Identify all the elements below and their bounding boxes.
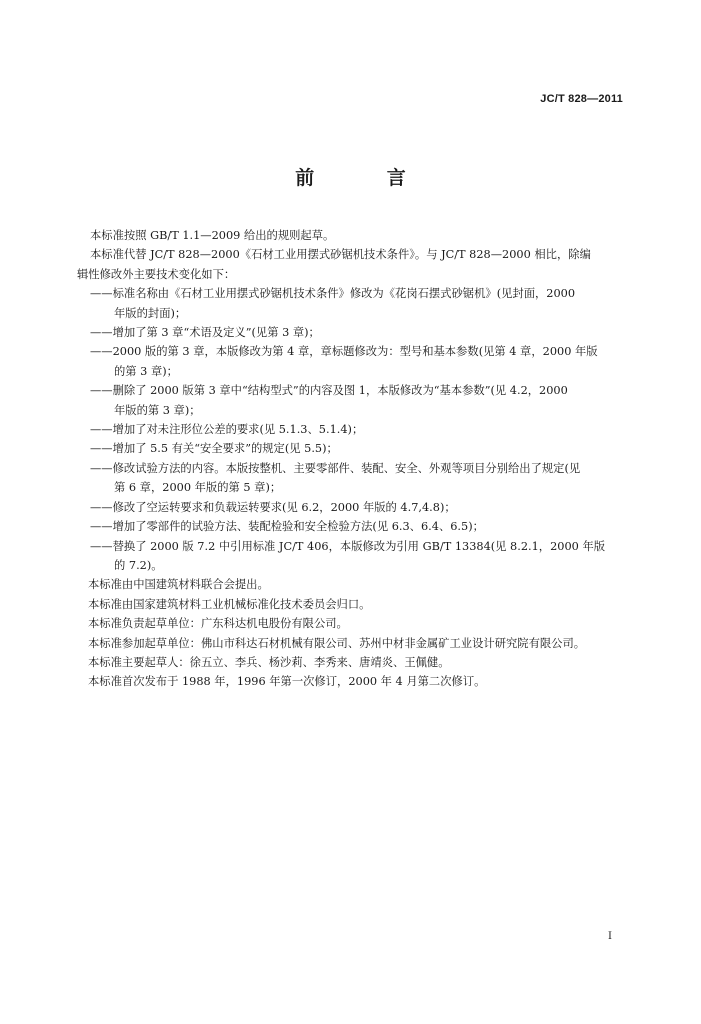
change-item	[88, 459, 628, 498]
changes-list	[88, 284, 628, 575]
intro-paragraph: 本标准按照 GB/T 1.1—2009 给出的规则起草。	[90, 229, 335, 242]
closing-statements	[88, 575, 628, 691]
change-item-line: ——增加了对未注形位公差的要求(见 5.1.3、5.1.4)；	[90, 423, 364, 437]
revision-history-statement: 本标准首次发布于 1988 年，1996 年第一次修订，2000 年 4 月第二次修订。	[88, 675, 486, 689]
change-item-line: ——修改试验方法的内容。本版按整机、主要零部件、装配、安全、外观等项目分别给出了规定(见	[90, 461, 581, 475]
main-authors-statement: 本标准主要起草人：徐五立、李兵、杨沙莉、李秀来、唐靖炎、王佩健。	[88, 655, 450, 669]
change-item	[88, 517, 628, 536]
change-item-line: ——增加了 5.5 有关“安全要求”的规定(见 5.5)；	[90, 442, 338, 456]
document-code: JC/T 828—2011	[540, 93, 623, 105]
change-item	[88, 284, 628, 323]
lead-drafter-statement: 本标准负责起草单位：广东科达机电股份有限公司。	[88, 617, 348, 631]
change-item	[88, 420, 628, 439]
proposer-statement: 本标准由中国建筑材料联合会提出。	[88, 578, 269, 592]
change-item	[88, 498, 628, 517]
change-item-continuation: 年版的封面)；	[114, 306, 187, 320]
change-item	[88, 342, 628, 381]
change-item-line: ——增加了零部件的试验方法、装配检验和安全检验方法(见 6.3、6.4、6.5)；	[90, 520, 484, 534]
change-item-continuation: 年版的第 3 章)；	[114, 403, 201, 417]
change-item-line: ——2000 版的第 3 章，本版修改为第 4 章，章标题修改为：型号和基本参数(见第 4 章，2000 年版	[90, 345, 598, 359]
change-item-line: ——删除了 2000 版第 3 章中“结构型式”的内容及图 1，本版修改为“基本参数”(见 4.2，2000	[90, 384, 568, 398]
change-item-line: ——增加了第 3 章“术语及定义”(见第 3 章)；	[90, 326, 320, 340]
change-item	[88, 381, 628, 420]
committee-statement: 本标准由国家建筑材料工业机械标准化技术委员会归口。	[88, 597, 371, 611]
change-item	[88, 537, 628, 576]
page-title: 前 言	[295, 167, 439, 189]
change-item-continuation: 的第 3 章)；	[114, 364, 178, 378]
participating-drafters-statement: 本标准参加起草单位：佛山市科达石材机械有限公司、苏州中材非金属矿工业设计研究院有限公司。	[88, 636, 586, 650]
change-item-line: ——标准名称由《石材工业用摆式砂锯机技术条件》修改为《花岗石摆式砂锯机》(见封面，2000	[90, 287, 576, 301]
replacement-paragraph-line2: 辑性修改外主要技术变化如下：	[77, 267, 236, 281]
page-number: I	[608, 931, 612, 942]
document-body	[77, 226, 628, 692]
change-item-line: ——修改了空运转要求和负载运转要求(见 6.2，2000 年版的 4.7,4.8)；	[90, 500, 456, 514]
change-item-continuation: 第 6 章，2000 年版的第 5 章)；	[114, 481, 282, 495]
change-item-line: ——替换了 2000 版 7.2 中引用标准 JC/T 406，本版修改为引用 GB/T 13384(见 8.2.1，2000 年版	[90, 539, 606, 553]
change-item	[88, 439, 628, 458]
replacement-paragraph-line1: 本标准代替 JC/T 828—2000《石材工业用摆式砂锯机技术条件》。与 JC/T 828—2000 相比，除编	[90, 248, 591, 262]
change-item	[88, 323, 628, 342]
change-item-continuation: 的 7.2)。	[114, 558, 163, 572]
